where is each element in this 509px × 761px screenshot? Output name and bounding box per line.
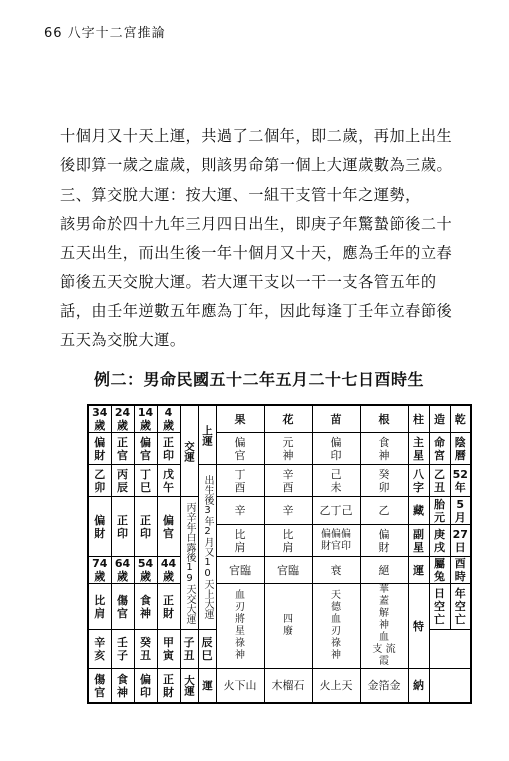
label-col: 八 字 <box>408 465 429 497</box>
pillar-ganzhi: 己 未 <box>312 465 360 497</box>
hidden-stem: 乙 <box>360 497 408 525</box>
label-col: 副 星 <box>408 525 429 557</box>
pillar-header: 苗 <box>312 405 360 433</box>
qian-col: 27 日 <box>450 525 471 557</box>
pillar-ganzhi: 癸 卯 <box>360 465 408 497</box>
dayun-age: 4 歲 <box>157 405 180 433</box>
paragraph-2 <box>60 181 465 355</box>
stem-god: 元 神 <box>264 433 312 465</box>
dayun-age: 24 歲 <box>111 405 134 433</box>
ten-god: 偏 官 <box>157 497 180 557</box>
paragraph-line: 五天為交脫大運。 <box>60 331 186 349</box>
ten-god: 食 神 <box>134 584 157 630</box>
zao-col: 命 宮 <box>429 433 450 465</box>
label-col: 藏 <box>408 497 429 525</box>
ten-god: 正 財 <box>157 584 180 630</box>
shensha-item: 流 霞 <box>379 644 396 668</box>
pillar-header: 花 <box>264 405 312 433</box>
ten-god: 偏 印 <box>134 669 157 703</box>
dayun-ganzhi: 壬 子 <box>111 630 134 669</box>
zao-col: 胎 元 <box>429 497 450 525</box>
dayun-age: 74 歲 <box>88 557 111 584</box>
shangyun-end: 運 <box>198 669 216 703</box>
zao-col: 子 丑 <box>180 630 198 669</box>
ten-god: 偏 財 <box>88 497 111 557</box>
dayun-age: 34 歲 <box>88 405 111 433</box>
ten-god: 正 財 <box>157 669 180 703</box>
nayin: 火上天 <box>312 669 360 703</box>
label-col: 特 <box>408 584 429 669</box>
paragraph-line: 五天出生，而出生後一年十個月又十天，應為壬年的立春 <box>60 244 453 262</box>
jiaoyun-end: 大運 <box>180 669 198 703</box>
qian-col: 辰 巳 <box>198 630 216 669</box>
dayun-age: 64 歲 <box>111 557 134 584</box>
dayun-ganzhi: 戊 午 <box>157 465 180 497</box>
life-stage: 官臨 <box>216 557 264 584</box>
life-stage: 官臨 <box>264 557 312 584</box>
qian-col: 年 空 亡 <box>450 584 471 630</box>
bazi-chart-table <box>87 404 472 704</box>
paragraph-line: 話，由壬年逆數五年應為丁年，因此每逢丁壬年立春節後 <box>60 302 453 320</box>
shangyun-text: 出生後3年2月又10天上大運 <box>198 465 216 630</box>
hidden-stem: 辛 <box>264 497 312 525</box>
zao-col: 庚 戌 <box>429 525 450 557</box>
stem-god: 偏 印 <box>312 433 360 465</box>
page-header: 66 八字十二宮推論 <box>44 26 166 41</box>
dayun-ganzhi: 丁 巳 <box>134 465 157 497</box>
pillar-ganzhi: 丁 酉 <box>216 465 264 497</box>
dayun-ganzhi: 癸 丑 <box>134 630 157 669</box>
label-col: 納 <box>408 669 429 703</box>
pillar-ganzhi: 辛 酉 <box>264 465 312 497</box>
shensha: 天 德 血 刃 祿 神 <box>312 584 360 669</box>
dayun-age: 44 歲 <box>157 557 180 584</box>
paragraph-line: 三、算交脫大運：按大運、一組干支管十年之運勢， <box>60 186 421 204</box>
nayin: 木榴石 <box>264 669 312 703</box>
dayun-ganzhi: 辛 亥 <box>88 630 111 669</box>
ten-god: 正 官 <box>111 433 134 465</box>
jiaoyun-text: 丙辛年白露後19天交大運 <box>180 497 198 630</box>
hidden-stem: 辛 <box>216 497 264 525</box>
paragraph-line: 節後五天交脫大運。若大運干支以一干一支各管五年的 <box>60 273 437 291</box>
example-title: 例二：男命民國五十二年五月二十七日酉時生 <box>94 370 425 389</box>
ten-god: 偏 官 <box>134 433 157 465</box>
shensha <box>264 584 312 669</box>
shensha: 血 刃 將 星 祿 神 <box>216 584 264 669</box>
hidden-stem: 乙丁己 <box>312 497 360 525</box>
life-stage: 衰 <box>312 557 360 584</box>
dayun-ganzhi: 乙 卯 <box>88 465 111 497</box>
qian-col: 5 月 <box>450 497 471 525</box>
dayun-ganzhi: 丙 辰 <box>111 465 134 497</box>
label-col: 運 <box>408 557 429 584</box>
ten-god: 偏 財 <box>88 433 111 465</box>
shensha <box>360 584 408 669</box>
hidden-god: 比 肩 <box>264 525 312 557</box>
hidden-god: 偏 財 <box>360 525 408 557</box>
jiaoyun-col: 交運 <box>180 405 198 497</box>
nayin: 火下山 <box>216 669 264 703</box>
ten-god: 傷 官 <box>88 669 111 703</box>
zao-col: 乙 丑 <box>429 465 450 497</box>
paragraph-line: 後即算一歲之虛歲，則該男命第一個上大運歲數為三歲。 <box>60 156 453 174</box>
paragraph-line: 該男命於四十九年三月四日出生，即庚子年驚蟄節後二十 <box>60 215 453 233</box>
qian-col: 酉 時 <box>450 557 471 584</box>
shensha-item: 四 廢 <box>283 614 293 638</box>
shangyun-col: 上運 <box>198 405 216 465</box>
ten-god: 比 肩 <box>88 584 111 630</box>
dayun-age: 54 歲 <box>134 557 157 584</box>
ten-god: 正 印 <box>111 497 134 557</box>
label-col: 柱 <box>408 405 429 433</box>
pillar-header: 果 <box>216 405 264 433</box>
hidden-god: 偏偏偏 財官印 <box>312 525 360 557</box>
dayun-ganzhi: 甲 寅 <box>157 630 180 669</box>
stem-god: 食 神 <box>360 433 408 465</box>
ten-god: 食 神 <box>111 669 134 703</box>
paragraph-line: 十個月又十天上運，共過了二個年，即二歲，再加上出生 <box>60 127 453 145</box>
zao-col: 造 <box>429 405 450 433</box>
zao-col: 日 空 亡 <box>429 584 450 630</box>
blank-cell <box>429 669 471 703</box>
qian-col: 乾 <box>450 405 471 433</box>
ten-god: 正 印 <box>134 497 157 557</box>
life-stage: 絕 <box>360 557 408 584</box>
pillar-header: 根 <box>360 405 408 433</box>
qian-col: 52 年 <box>450 465 471 497</box>
dayun-age: 14 歲 <box>134 405 157 433</box>
paragraph-1 <box>60 122 465 180</box>
hidden-god: 比 肩 <box>216 525 264 557</box>
ten-god: 傷 官 <box>111 584 134 630</box>
stem-god: 偏 官 <box>216 433 264 465</box>
shensha-item: 華 蓋 解 神 血 支 <box>372 584 389 656</box>
ten-god: 正 印 <box>157 433 180 465</box>
qian-col: 陰 曆 <box>450 433 471 465</box>
label-col: 主 星 <box>408 433 429 465</box>
nayin: 金箔金 <box>360 669 408 703</box>
zao-col: 屬 兔 <box>429 557 450 584</box>
